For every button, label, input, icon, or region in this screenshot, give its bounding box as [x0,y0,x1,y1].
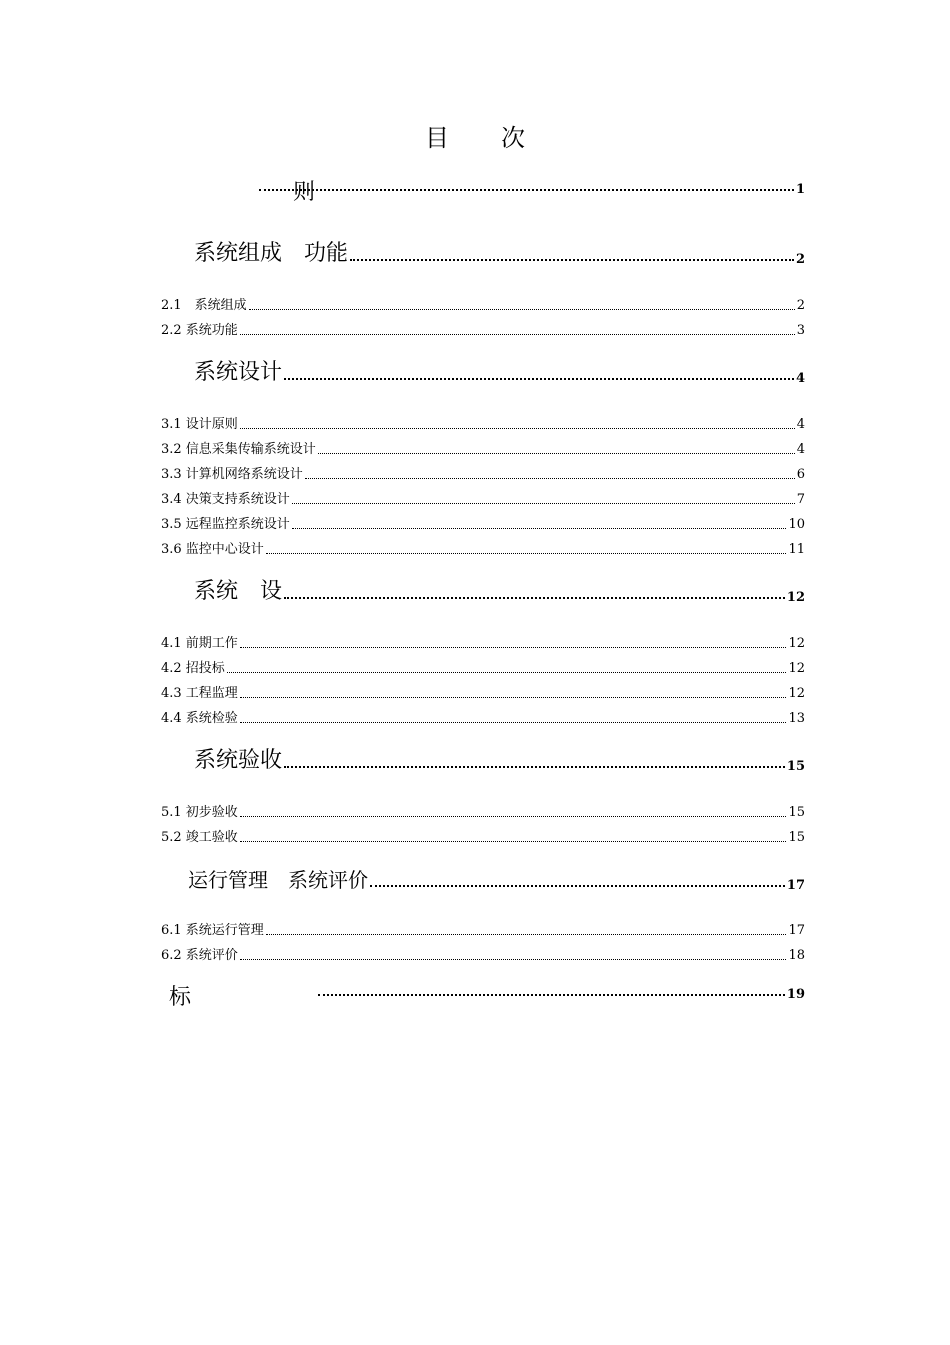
section-title: 3.6 监控中心设计 [161,542,264,557]
toc-section-entry[interactable] [161,686,805,702]
chapter-title: 系统验收 [194,748,283,773]
section-title: 2.1 系统组成 [161,298,247,313]
dot-leader [240,959,787,960]
dot-leader [284,597,785,599]
toc-section-entry[interactable] [161,417,805,433]
dot-leader [240,816,787,817]
section-page-number: 18 [788,948,805,963]
toc-section-entry[interactable] [161,298,805,314]
dot-leader [318,453,795,454]
section-title: 3.2 信息采集传输系统设计 [161,442,316,457]
section-title: 3.3 计算机网络系统设计 [161,467,303,482]
dot-leader [292,503,795,504]
section-page-number: 15 [788,830,805,845]
section-page-number: 10 [788,517,805,532]
dot-leader [259,189,794,191]
toc-section-entry[interactable] [161,442,805,458]
section-page-number: 11 [788,542,805,557]
section-page-number: 17 [788,923,805,938]
section-page-number: 12 [788,636,805,651]
section-title: 5.2 竣工验收 [161,830,238,845]
toc-section-entry[interactable] [161,636,805,652]
section-title: 3.1 设计原则 [161,417,238,432]
section-page-number: 13 [788,711,805,726]
chapter-title: 系统 设 [194,579,283,604]
toc-title-char: 目 [425,124,449,152]
toc-section-entry[interactable] [161,542,805,558]
toc-section-entry[interactable] [161,805,805,821]
toc-section-entry[interactable] [161,948,805,964]
toc-chapter-entry[interactable] [188,867,805,893]
chapter-title: 标 [169,985,192,1010]
section-page-number: 2 [796,298,805,313]
dot-leader [240,841,787,842]
dot-leader [240,697,787,698]
chapter-page-number: 2 [795,252,805,267]
dot-leader [292,528,787,529]
dot-leader [240,722,787,723]
section-title: 6.1 系统运行管理 [161,923,264,938]
chapter-page-number: 19 [786,987,805,1002]
section-title: 5.1 初步验收 [161,805,238,820]
dot-leader [284,766,785,768]
chapter-page-number: 1 [795,182,805,197]
section-title: 4.2 招投标 [161,661,225,676]
dot-leader [370,885,785,887]
section-title: 4.4 系统检验 [161,711,238,726]
chapter-title: 系统设计 [194,360,283,385]
toc-section-entry[interactable] [161,467,805,483]
section-page-number: 15 [788,805,805,820]
toc-section-entry[interactable] [161,492,805,508]
dot-leader [240,334,795,335]
chapter-page-number: 4 [795,371,805,386]
dot-leader [266,553,787,554]
section-title: 4.1 前期工作 [161,636,238,651]
toc-chapter-entry[interactable] [194,360,805,386]
dot-leader [318,994,785,996]
toc-title [0,118,950,153]
dot-leader [350,259,794,261]
dot-leader [284,378,794,380]
toc-chapter-entry[interactable] [259,183,805,197]
chapter-title: 运行管理 系统评价 [188,868,368,892]
chapter-page-number: 12 [786,590,805,605]
section-page-number: 3 [796,323,805,338]
toc-chapter-entry[interactable] [194,748,805,774]
section-page-number: 12 [788,661,805,676]
dot-leader [240,647,787,648]
toc-chapter-entry[interactable] [194,579,805,605]
dot-leader [305,478,795,479]
toc-section-entry[interactable] [161,517,805,533]
section-page-number: 4 [796,442,805,457]
chapter-title: 则 [293,180,316,205]
chapter-page-number: 15 [786,759,805,774]
section-page-number: 6 [796,467,805,482]
section-page-number: 12 [788,686,805,701]
section-title: 6.2 系统评价 [161,948,238,963]
dot-leader [266,934,787,935]
chapter-page-number: 17 [786,878,805,893]
dot-leader [249,309,795,310]
toc-section-entry[interactable] [161,923,805,939]
toc-title-char: 次 [501,124,525,152]
section-title: 3.5 远程监控系统设计 [161,517,290,532]
section-title: 2.2 系统功能 [161,323,238,338]
section-title: 3.4 决策支持系统设计 [161,492,290,507]
dot-leader [240,428,795,429]
section-page-number: 7 [796,492,805,507]
toc-chapter-entry[interactable] [318,988,805,1002]
toc-section-entry[interactable] [161,830,805,846]
toc-section-entry[interactable] [161,661,805,677]
chapter-title: 系统组成 功能 [194,241,349,266]
toc-section-entry[interactable] [161,323,805,339]
dot-leader [227,672,787,673]
toc-chapter-entry[interactable] [194,241,805,267]
toc-section-entry[interactable] [161,711,805,727]
section-page-number: 4 [796,417,805,432]
section-title: 4.3 工程监理 [161,686,238,701]
